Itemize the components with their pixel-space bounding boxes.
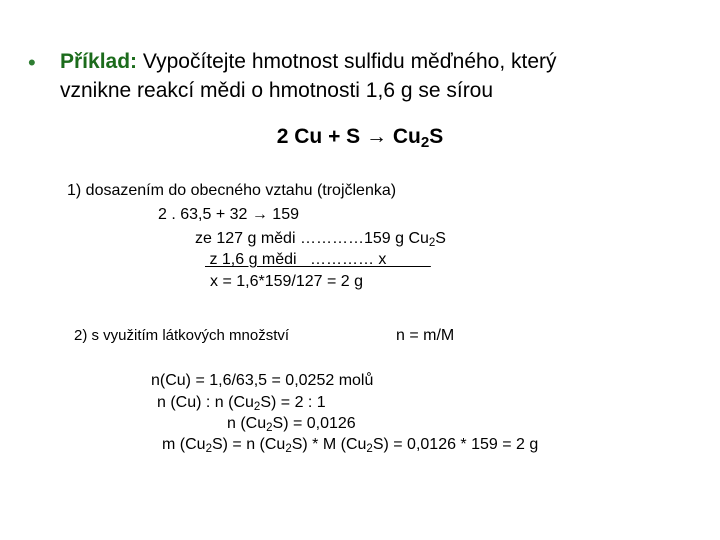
method1-heading: 1) dosazením do obecného vztahu (trojčlenka) <box>67 182 397 199</box>
method2-heading: 2) s využitím látkových množství <box>74 327 290 344</box>
method1-row-3: z 1,6 g mědi ………… x <box>205 251 431 268</box>
method1-row-2 <box>195 230 446 248</box>
method2-line-3-text: n (Cu <box>227 415 267 432</box>
method2-line-2-subscript: 2 <box>253 400 261 413</box>
problem-label: Příklad: <box>60 50 138 73</box>
method2-line-4-part-a: m (Cu <box>162 436 206 453</box>
method2-line-3 <box>227 415 356 433</box>
method1-result: x = 1,6*159/127 = 2 g <box>210 273 364 290</box>
bullet-marker: • <box>28 50 36 75</box>
method2-line-2-text: n (Cu) : n (Cu <box>157 394 254 411</box>
method2-line-4-subscript-a: 2 <box>205 442 212 455</box>
method2-line-4 <box>162 436 538 454</box>
method1-row-2-end: S <box>435 230 446 247</box>
method2-line-4-part-b: S) = n (Cu <box>211 436 286 453</box>
equation-left: 2 Cu + S → Cu <box>276 125 421 148</box>
equation-right: S <box>429 125 444 148</box>
method2-line-3-subscript: 2 <box>266 421 273 434</box>
method2-line-4-part-d: S) = 0,0126 * 159 = 2 g <box>372 436 539 453</box>
method2-line-4-part-c: S) * M (Cu <box>291 436 367 453</box>
problem-title-line-1 <box>60 50 557 74</box>
method1-row-1: 2 . 63,5 + 32 → 159 <box>158 206 299 223</box>
method2-line-2-end: S) = 2 : 1 <box>260 394 326 411</box>
problem-title-line-2: vznikne reakcí mědi o hmotnosti 1,6 g se sírou <box>60 79 494 102</box>
method2-line-3-end: S) = 0,0126 <box>272 415 356 432</box>
method2-line-4-subscript-b: 2 <box>285 442 292 455</box>
method1-row-2-subscript: 2 <box>428 236 436 249</box>
method2-line-4-subscript-c: 2 <box>366 442 373 455</box>
method2-line-1: n(Cu) = 1,6/63,5 = 0,0252 molů <box>151 372 374 389</box>
equation-subscript: 2 <box>420 133 430 151</box>
method2-formula: n = m/M <box>396 327 455 344</box>
reaction-equation <box>0 125 720 149</box>
method2-line-2 <box>157 394 326 412</box>
method1-row-2-text: ze 127 g mědi …………159 g Cu <box>195 230 429 247</box>
problem-text-1: Vypočítejte hmotnost sulfidu měďného, který <box>137 50 557 73</box>
